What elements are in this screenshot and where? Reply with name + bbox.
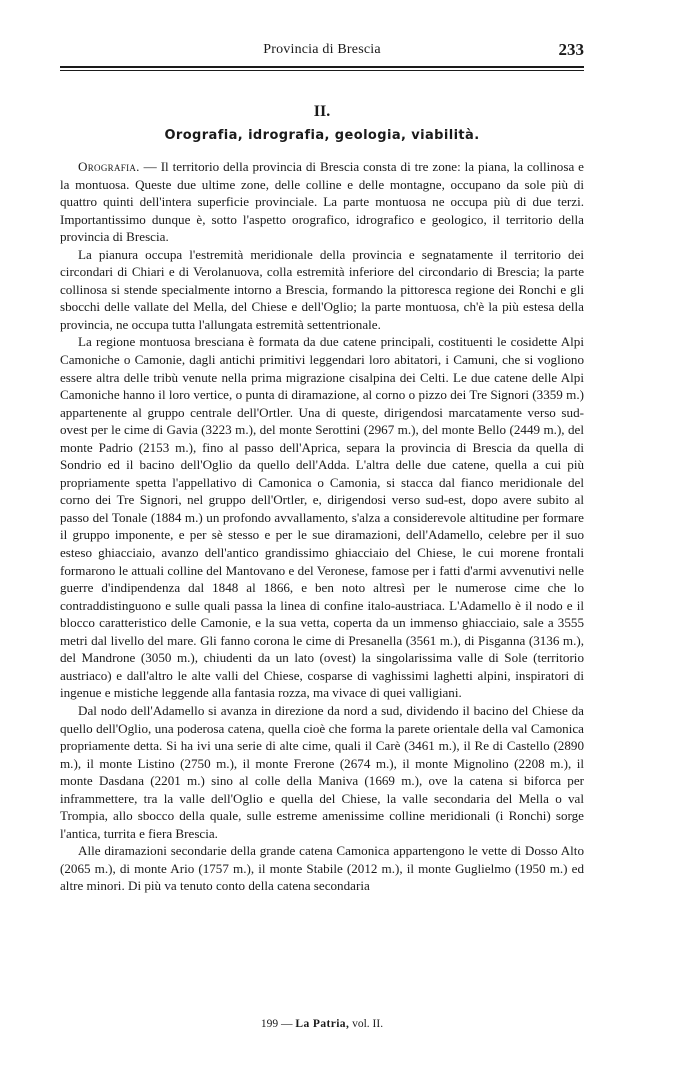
paragraph-lead: Orografia. — [78, 159, 140, 174]
paragraph-text: — Il territorio della provincia di Brescia consta di tre zone: la piana, la collinosa e la montuosa. Queste due ultime zone, delle colline e delle montagne, occupano da sole più di quattro quinti dell'intera superficie provinciale. La parte montuosa ne occupa più di due terzi. Importantissimo dunque è, sotto l'aspetto orografico, idrografico e geologico, il territorio della provincia di Brescia. — [60, 159, 584, 245]
running-head: Provincia di Brescia — [263, 42, 381, 57]
footer-volume: vol. II. — [352, 1018, 384, 1030]
paragraph-regione-montuosa: La regione montuosa bresciana è formata da due catene principali, costituenti le cosidette Alpi Camoniche o Camonie, dagli antichi primitivi leggendari loro abitatori, i Camuni, che si vogliono essere altra delle tribù venute nella prima migrazione cisalpina dei Celti. Le due catene delle Alpi Camoniche hanno il loro vertice, o punta di diramazione, al corno o pizzo dei Tre Signori (3359 m.) appartenente al gruppo centrale dell'Ortler. Una di queste, dirigendosi marcatamente verso sud-ovest per le cime di Gavia (3223 m.), del monte Serottini (2967 m.), del monte Bello (2449 m.), del monte Padrio (2153 m.), fino al passo dell'Aprica, separa la provincia di Brescia da quella di Sondrio ed il bacino dell'Oglio da quello dell'Adda. L'altra delle due catene, quella a cui più propriamente spetta l'appellativo di Camonica o Camonia, si stacca dal fianco meridionale del corno dei Tre Signori, nel gruppo dell'Ortler, e, dirigendosi verso sud-est, dopo avere subito al passo del Tonale (1884 m.) un profondo avvallamento, s'alza a considerevole altitudine per formare il gruppo imponente, e per sè stesso e per le sue diramazioni, dell'Adamello, celebre per il suo esteso ghiacciaio, avanzo dell'antico grandissimo ghiacciaio del Chiese, le cui morene frontali formarono le attuali colline del Mantovano e del Veronese, famose per i fatti d'armi avvenutivi nelle guerre d'indipendenza dal 1848 al 1866, e ben noto altresì per le numerose cime che lo contraddistinguono e sulle quali passa la linea di confine italo-austriaca. L'Adamello è il nodo e il blocco caratteristico delle Camonie, e la sua vetta, coperta da un immenso ghiacciaio, sale a 3555 metri dal livello del mare. Gli fanno corona le cime di Presanella (3561 m.), di Pisganna (3136 m.), del Mandrone (3050 m.), chiudenti da un lato (ovest) la singolarissima valle di Sole (territorio austriaco) e dall'altro le alte valli del Chiese, cosparse di vaghissimi laghetti alpini, inspiratori di ingenue e mistiche leggende alla fantasia rozza, ma vivace di quei valligiani. — [60, 334, 584, 701]
paragraph-adamello: Dal nodo dell'Adamello si avanza in direzione da nord a sud, dividendo il bacino del Chiese da quello dell'Oglio, una poderosa catena, quella cioè che forma la parete orientale della val Camonica propriamente detta. Si ha ivi una serie di alte cime, quali il Carè (3461 m.), il Re di Castello (2890 m.), il monte Listino (2750 m.), il monte Frerone (2674 m.), il monte Mignolino (2208 m.), il monte Dasdana (2201 m.) sino al colle della Maniva (1669 m.), ove la catena si biforca per inframmettere, tra la valle dell'Oglio e quella del Chiese, la valle secondaria del Mella o val Trompia, allo sbocco della quale, sulle estreme amenissime colline meridionali (i Ronchi) sorge l'antica, turrita e fiera Brescia. — [60, 702, 584, 841]
footer-signature: 199 — — [260, 1018, 293, 1030]
page-footer — [60, 1018, 584, 1030]
page-number: 233 — [558, 40, 584, 59]
section-title: Orografia, idrografia, geologia, viabilità. — [164, 128, 480, 143]
paragraph-diramazioni: Alle diramazioni secondarie della grande catena Camonica appartengono le vette di Dosso Alto (2065 m.), di monte Ario (1757 m.), il monte Stabile (2012 m.), il monte Guglielmo (1950 m.) ed altre minori. Di più va tenuto conto della catena secondaria — [60, 843, 584, 894]
body-text — [60, 158, 584, 895]
section-number: II. — [313, 103, 331, 120]
footer-publication: La Patria, — [295, 1018, 350, 1030]
header-rule-thick — [60, 66, 584, 68]
paragraph-orografia — [60, 158, 584, 246]
header-rule-thin — [60, 70, 584, 71]
paragraph-pianura: La pianura occupa l'estremità meridionale della provincia e segnatamente il territorio dei circondari di Chiari e di Verolanuova, colla estremità inferiore del circondario di Brescia; la parte collinosa si stende specialmente intorno a Brescia, formando la pittoresca regione dei Ronchi e gli sbocchi delle vallate del Mella, del Chiese e dell'Oglio; la parte montuosa, ch'è la più estesa della provincia, ne occupa tutta l'allungata estremità settentrionale. — [60, 246, 584, 332]
